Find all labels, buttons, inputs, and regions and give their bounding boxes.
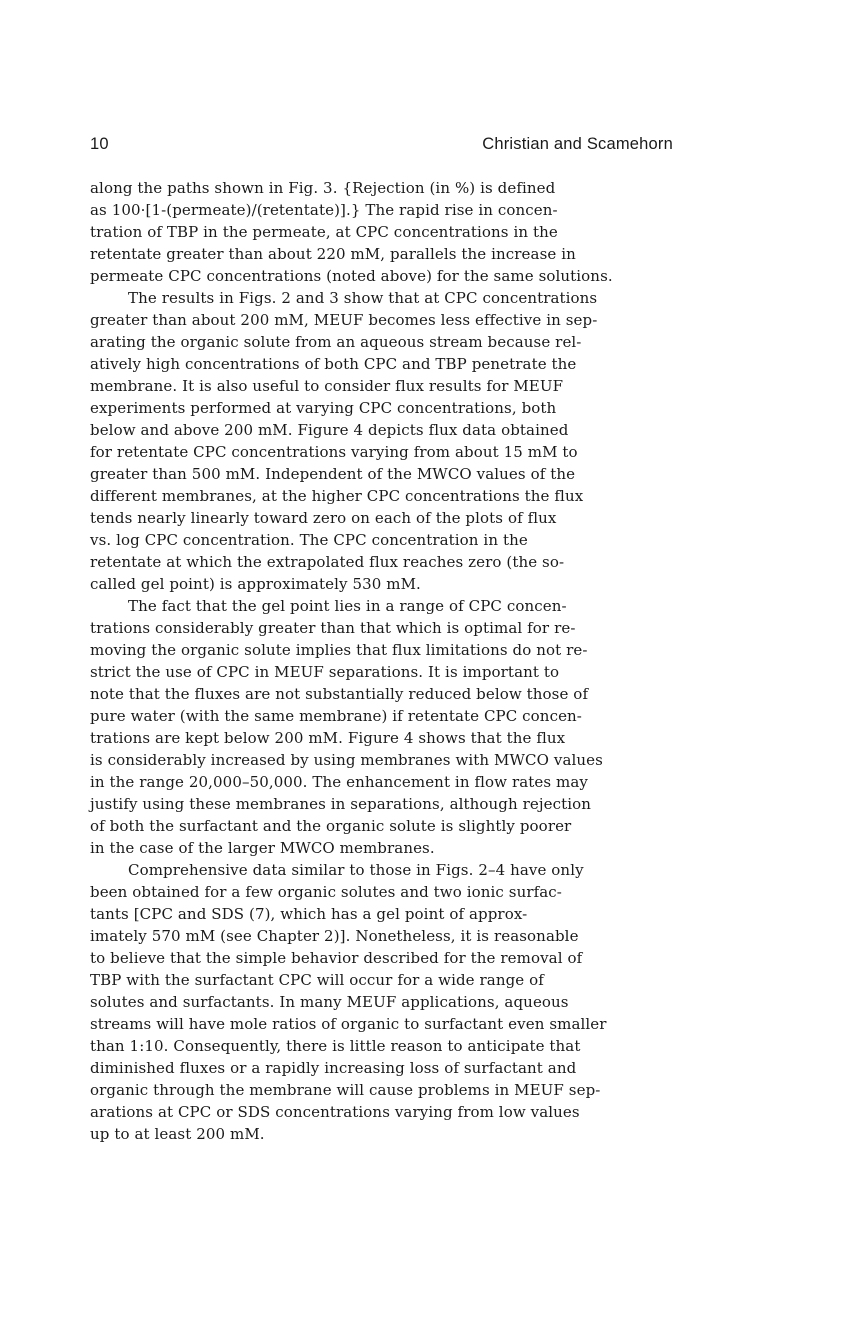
text-line: up to at least 200 mM. — [90, 1125, 265, 1143]
page-number: 10 — [90, 135, 109, 153]
text-line: permeate CPC concentrations (noted above) for the same solutions. — [90, 267, 613, 285]
text-line: greater than about 200 mM, MEUF becomes less effective in sep- — [90, 311, 598, 329]
text-line: been obtained for a few organic solutes and two ionic surfac- — [90, 883, 562, 901]
text-line: organic through the membrane will cause problems in MEUF sep- — [90, 1081, 601, 1099]
text-line: different membranes, at the higher CPC concentrations the flux — [90, 487, 584, 505]
text-line: tants [CPC and SDS (7), which has a gel point of approx- — [90, 905, 528, 923]
text-line: tends nearly linearly toward zero on each of the plots of flux — [90, 509, 557, 527]
text-line: as 100·[1-(permeate)/(retentate)].} The rapid rise in concen- — [90, 201, 558, 219]
text-line: vs. log CPC concentration. The CPC concentration in the — [90, 531, 528, 549]
text-line: arations at CPC or SDS concentrations varying from low values — [90, 1103, 580, 1121]
text-line: for retentate CPC concentrations varying from about 15 mM to — [90, 443, 578, 461]
text-line: membrane. It is also useful to consider flux results for MEUF — [90, 377, 564, 395]
body-text — [90, 177, 710, 1145]
text-line: in the range 20,000–50,000. The enhancement in flow rates may — [90, 773, 588, 791]
text-line: justify using these membranes in separations, although rejection — [90, 795, 592, 813]
text-line: diminished fluxes or a rapidly increasing loss of surfactant and — [90, 1059, 577, 1077]
paragraph-4 — [90, 859, 710, 1145]
paragraph-1 — [90, 177, 710, 287]
text-line: note that the fluxes are not substantially reduced below those of — [90, 685, 589, 703]
text-line: of both the surfactant and the organic solute is slightly poorer — [90, 817, 572, 835]
text-line: strict the use of CPC in MEUF separations. It is important to — [90, 663, 560, 681]
text-line: retentate greater than about 220 mM, parallels the increase in — [90, 245, 576, 263]
text-line: solutes and surfactants. In many MEUF applications, aqueous — [90, 993, 569, 1011]
text-line: The fact that the gel point lies in a range of CPC concen- — [128, 597, 567, 615]
text-line: TBP with the surfactant CPC will occur for a wide range of — [90, 971, 544, 989]
text-line: The results in Figs. 2 and 3 show that at CPC concentrations — [128, 289, 598, 307]
text-line: moving the organic solute implies that flux limitations do not re- — [90, 641, 588, 659]
text-line: is considerably increased by using membranes with MWCO values — [90, 751, 603, 769]
paragraph-3 — [90, 595, 710, 859]
text-line: pure water (with the same membrane) if retentate CPC concen- — [90, 707, 582, 725]
text-line: along the paths shown in Fig. 3. {Rejection (in %) is defined — [90, 179, 556, 197]
running-header — [90, 135, 673, 157]
text-line: atively high concentrations of both CPC and TBP penetrate the — [90, 355, 577, 373]
paragraph-2 — [90, 287, 710, 595]
text-line: streams will have mole ratios of organic to surfactant even smaller — [90, 1015, 607, 1033]
text-line: than 1:10. Consequently, there is little reason to anticipate that — [90, 1037, 581, 1055]
running-title: Christian and Scamehorn — [482, 135, 673, 153]
text-line: greater than 500 mM. Independent of the MWCO values of the — [90, 465, 576, 483]
text-line: tration of TBP in the permeate, at CPC concentrations in the — [90, 223, 558, 241]
text-line: Comprehensive data similar to those in Figs. 2–4 have only — [128, 861, 584, 879]
text-line: below and above 200 mM. Figure 4 depicts flux data obtained — [90, 421, 569, 439]
text-line: retentate at which the extrapolated flux reaches zero (the so- — [90, 553, 565, 571]
text-line: called gel point) is approximately 530 mM. — [90, 575, 421, 593]
text-line: imately 570 mM (see Chapter 2)]. Nonetheless, it is reasonable — [90, 927, 579, 945]
text-line: trations are kept below 200 mM. Figure 4 shows that the flux — [90, 729, 566, 747]
text-line: in the case of the larger MWCO membranes. — [90, 839, 435, 857]
text-line: arating the organic solute from an aqueous stream because rel- — [90, 333, 582, 351]
text-line: trations considerably greater than that which is optimal for re- — [90, 619, 576, 637]
text-line: to believe that the simple behavior described for the removal of — [90, 949, 583, 967]
text-line: experiments performed at varying CPC concentrations, both — [90, 399, 557, 417]
